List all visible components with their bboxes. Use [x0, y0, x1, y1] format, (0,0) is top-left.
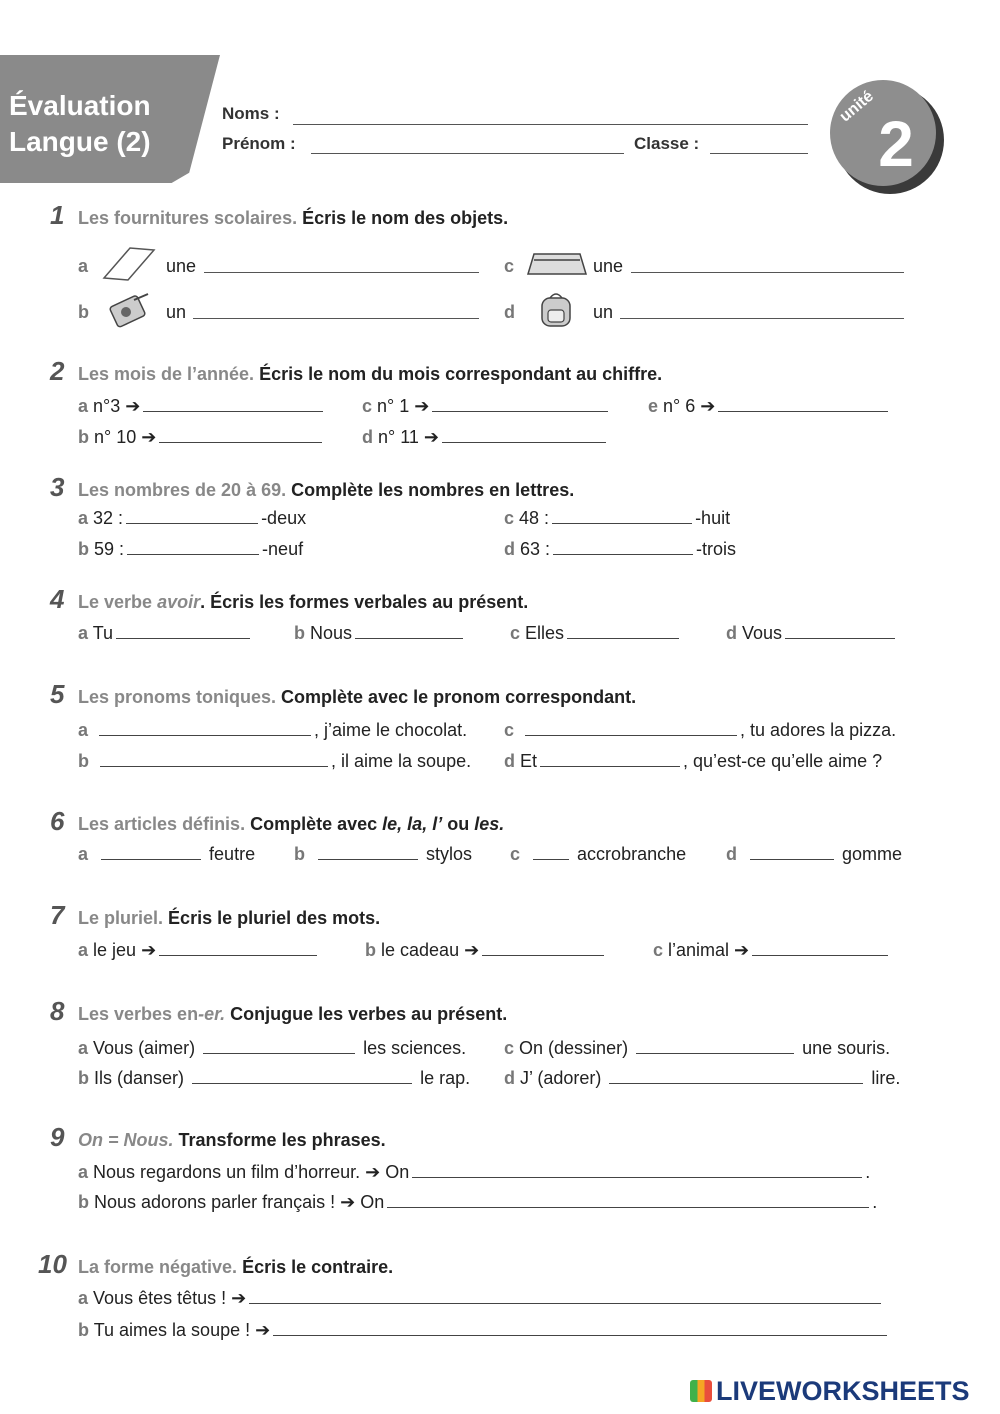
- answer-field-3b[interactable]: [127, 540, 259, 555]
- item-2c: c n° 1 ➔: [362, 396, 611, 417]
- prenom-field[interactable]: [311, 153, 624, 154]
- answer-field-8a[interactable]: [203, 1039, 355, 1054]
- noms-field[interactable]: [293, 124, 808, 125]
- section-number: 7: [50, 900, 65, 930]
- answer-field-5d[interactable]: [540, 752, 680, 767]
- answer-field-5c[interactable]: [525, 721, 737, 736]
- item-9b: b Nous adorons parler français ! ➔ On .: [78, 1192, 878, 1212]
- item-6c: c accrobranche: [510, 844, 687, 864]
- item-5a: a , j’aime le chocolat.: [78, 720, 468, 740]
- section-number: 3: [50, 472, 65, 502]
- item-7c: c l’animal ➔: [653, 940, 891, 961]
- answer-field-10a[interactable]: [249, 1289, 881, 1304]
- unit-word: unité: [836, 87, 877, 126]
- item-7b: b le cadeau ➔: [365, 940, 607, 961]
- answer-field-4d[interactable]: [785, 624, 895, 639]
- classe-label: Classe :: [634, 134, 700, 153]
- item-letter: c: [504, 256, 515, 276]
- item-9a: a Nous regardons un film d’horreur. ➔ On .: [78, 1162, 871, 1182]
- item-8b: b Ils (danser) le rap.: [78, 1068, 471, 1088]
- answer-field-8c[interactable]: [636, 1039, 794, 1054]
- answer-field-6c[interactable]: [533, 845, 569, 860]
- item-4b: b Nous: [294, 623, 466, 644]
- sheet-of-paper-icon: [100, 244, 156, 284]
- answer-field-8d[interactable]: [609, 1069, 863, 1084]
- section-title: Les fournitures scolaires. Écris le nom des objets.: [78, 208, 509, 228]
- answer-field-9b[interactable]: [387, 1193, 869, 1208]
- section-title: Les verbes en-er. Conjugue les verbes au présent.: [78, 1004, 508, 1024]
- answer-field-5a[interactable]: [99, 721, 311, 736]
- answer-field-2d[interactable]: [442, 428, 606, 443]
- section-title: Les nombres de 20 à 69. Complète les nombres en lettres.: [78, 480, 575, 500]
- answer-field-8b[interactable]: [192, 1069, 412, 1084]
- item-6d: d gomme: [726, 844, 903, 864]
- answer-field-1d[interactable]: [620, 318, 904, 319]
- section-number: 8: [50, 996, 65, 1026]
- answer-field-3c[interactable]: [552, 509, 692, 524]
- section-number: 4: [50, 584, 65, 614]
- backpack-icon: [532, 290, 580, 330]
- item-8d: d J’ (adorer) lire.: [504, 1068, 901, 1088]
- item-3b: b 59 : -neuf: [78, 539, 304, 559]
- section-number: 5: [50, 679, 65, 709]
- item-letter: b: [78, 302, 89, 322]
- item-7a: a le jeu ➔: [78, 940, 320, 961]
- answer-field-6b[interactable]: [318, 845, 418, 860]
- item-word: une: [166, 256, 197, 276]
- item-8a: a Vous (aimer) les sciences.: [78, 1038, 467, 1058]
- answer-field-7b[interactable]: [482, 941, 604, 956]
- answer-field-3d[interactable]: [553, 540, 693, 555]
- section-title: On = Nous. Transforme les phrases.: [78, 1130, 386, 1150]
- pencil-case-icon: [524, 248, 588, 280]
- item-4a: a Tu: [78, 623, 253, 644]
- item-3c: c 48 : -huit: [504, 508, 731, 528]
- item-2b: b n° 10 ➔: [78, 427, 325, 448]
- answer-field-4b[interactable]: [355, 624, 463, 639]
- answer-field-2b[interactable]: [159, 428, 322, 443]
- answer-field-6a[interactable]: [101, 845, 201, 860]
- item-5b: b , il aime la soupe.: [78, 751, 472, 771]
- noms-label: Noms :: [222, 104, 280, 123]
- section-title: La forme négative. Écris le contraire.: [78, 1257, 394, 1277]
- item-word: un: [593, 302, 614, 322]
- section-number: 9: [50, 1122, 65, 1152]
- answer-field-6d[interactable]: [750, 845, 834, 860]
- section-title: Le pluriel. Écris le pluriel des mots.: [78, 908, 381, 928]
- answer-field-2a[interactable]: [143, 397, 323, 412]
- item-6a: a feutre: [78, 844, 256, 864]
- item-2e: e n° 6 ➔: [648, 396, 891, 417]
- answer-field-4a[interactable]: [116, 624, 250, 639]
- item-4c: c Elles: [510, 623, 682, 644]
- section-title: Le verbe avoir. Écris les formes verbales au présent.: [78, 592, 529, 612]
- answer-field-2c[interactable]: [432, 397, 608, 412]
- unit-number: 2: [878, 108, 914, 180]
- item-5d: d Et , qu’est-ce qu’elle aime ?: [504, 751, 883, 771]
- answer-field-1c[interactable]: [631, 272, 904, 273]
- item-8c: c On (dessiner) une souris.: [504, 1038, 891, 1058]
- section-number: 6: [50, 806, 65, 836]
- answer-field-7a[interactable]: [159, 941, 317, 956]
- section-number: 2: [50, 356, 65, 386]
- worksheet-title: Évaluation Langue (2): [9, 90, 151, 157]
- answer-field-1b[interactable]: [193, 318, 479, 319]
- item-4d: d Vous: [726, 623, 898, 644]
- answer-field-7c[interactable]: [752, 941, 888, 956]
- answer-field-9a[interactable]: [412, 1163, 862, 1178]
- section-title: Les pronoms toniques. Complète avec le pronom correspondant.: [78, 687, 637, 707]
- item-5c: c , tu adores la pizza.: [504, 720, 897, 740]
- item-word: une: [593, 256, 624, 276]
- answer-field-5b[interactable]: [100, 752, 328, 767]
- answer-field-1a[interactable]: [204, 272, 479, 273]
- answer-field-10b[interactable]: [273, 1321, 887, 1336]
- answer-field-2e[interactable]: [718, 397, 888, 412]
- item-6b: b stylos: [294, 844, 473, 864]
- item-word: un: [166, 302, 187, 322]
- section-number: 1: [50, 200, 65, 230]
- answer-field-3a[interactable]: [126, 509, 258, 524]
- liveworksheets-icon: [690, 1380, 712, 1402]
- section-number: 10: [38, 1249, 67, 1279]
- classe-field[interactable]: [710, 153, 808, 154]
- item-10b: b Tu aimes la soupe ! ➔: [78, 1320, 890, 1341]
- section-title: Les mois de l’année. Écris le nom du mois correspondant au chiffre.: [78, 364, 663, 384]
- item-3d: d 63 : -trois: [504, 539, 737, 559]
- item-3a: a 32 : -deux: [78, 508, 307, 528]
- pencil-sharpener-icon: [108, 290, 154, 330]
- section-title: Les articles définis. Complète avec le, la, l’ ou les.: [78, 814, 505, 834]
- item-2d: d n° 11 ➔: [362, 427, 609, 448]
- item-2a: a n°3 ➔: [78, 396, 326, 417]
- item-10a: a Vous êtes têtus ! ➔: [78, 1288, 884, 1309]
- prenom-label: Prénom :: [222, 134, 296, 153]
- liveworksheets-logo[interactable]: LIVEWORKSHEETS: [690, 1376, 970, 1407]
- item-letter: d: [504, 302, 515, 322]
- answer-field-4c[interactable]: [567, 624, 679, 639]
- item-letter: a: [78, 256, 89, 276]
